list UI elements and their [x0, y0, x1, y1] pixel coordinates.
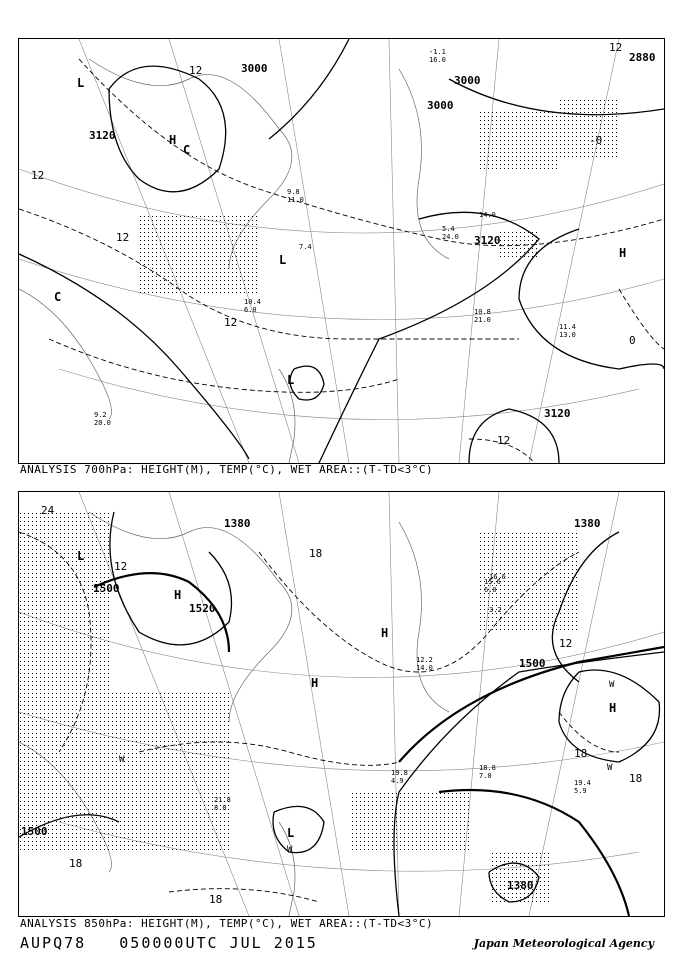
- analysis-700hpa-map: [18, 38, 665, 464]
- wet-area: [139, 214, 259, 294]
- temp-label: -0: [589, 134, 603, 147]
- station-value: 18.8: [479, 764, 496, 772]
- map-700hpa-svg: [19, 39, 664, 463]
- temp-label: 12: [31, 169, 45, 182]
- station-value: 10.4: [244, 298, 261, 306]
- temp-label: 12: [497, 434, 511, 447]
- system-label: W: [609, 680, 615, 690]
- system-label: W: [287, 845, 293, 855]
- height-label: 1500: [519, 657, 546, 670]
- system-label: H: [169, 133, 177, 147]
- system-label: L: [279, 253, 287, 267]
- system-label: L: [77, 76, 85, 90]
- height-label: 3000: [427, 99, 454, 112]
- system-label: W: [119, 755, 125, 765]
- temp-label: 24: [41, 504, 55, 517]
- station-value: 8.0: [214, 804, 227, 812]
- wet-area: [349, 792, 469, 852]
- station-value: 7.4: [299, 243, 312, 251]
- wet-area: [19, 512, 109, 852]
- wet-area: [559, 99, 619, 159]
- height-label: 3120: [474, 234, 501, 247]
- height-label: 1520: [189, 602, 216, 615]
- height-label: 3120: [89, 129, 116, 142]
- temp-label: 12: [224, 316, 238, 329]
- station-value: 16.6: [489, 573, 506, 581]
- station-value: 11.4: [559, 323, 576, 331]
- station-value: 5.9: [574, 787, 587, 795]
- height-label: 1500: [93, 582, 120, 595]
- temp-label: 18: [69, 857, 83, 870]
- station-value: 6.0: [244, 306, 257, 314]
- temp-label: 12: [114, 560, 128, 573]
- station-value: 5.4: [442, 225, 455, 233]
- height-label: 2880: [629, 51, 656, 64]
- height-label: 1380: [574, 517, 601, 530]
- station-value: -1.1: [429, 48, 446, 56]
- station-value: 15.6: [484, 578, 501, 586]
- caption-850hpa: ANALYSIS 850hPa: HEIGHT(M), TEMP(°C), WET AREA::(T-TD<3°C): [20, 917, 434, 930]
- station-value: 19.4: [574, 779, 591, 787]
- station-value: 9.2: [94, 411, 107, 419]
- agency-name: Japan Meteorological Agency: [473, 937, 654, 950]
- station-value: 6.0: [484, 586, 497, 594]
- station-value: 13.0: [559, 331, 576, 339]
- system-label: H: [174, 588, 182, 602]
- system-label: H: [609, 701, 617, 715]
- station-value: 4.9: [391, 777, 404, 785]
- system-label: L: [77, 549, 85, 563]
- temp-label: 18: [209, 893, 223, 906]
- height-label: 3120: [544, 407, 571, 420]
- station-value: 20.0: [94, 419, 111, 427]
- station-value: 9.8: [287, 188, 300, 196]
- height-label: 1380: [507, 879, 534, 892]
- height-label: 1380: [224, 517, 251, 530]
- chart-code: AUPQ78 050000UTC JUL 2015: [20, 934, 318, 952]
- station-value: 11.0: [287, 196, 304, 204]
- system-label: W: [607, 763, 613, 773]
- wet-area: [109, 692, 229, 852]
- height-label: 3000: [454, 74, 481, 87]
- system-label: H: [311, 676, 319, 690]
- system-label: C: [54, 290, 62, 304]
- station-value: 10.8: [474, 308, 491, 316]
- station-value: 3.2: [489, 606, 502, 614]
- height-label: 3000: [241, 62, 268, 75]
- temp-label: 12: [189, 64, 203, 77]
- caption-700hpa: ANALYSIS 700hPa: HEIGHT(M), TEMP(°C), WET AREA::(T-TD<3°C): [20, 463, 434, 476]
- station-value: 24.0: [442, 233, 459, 241]
- wet-area: [479, 109, 559, 169]
- station-value: 14.0: [416, 664, 433, 672]
- system-label: L: [287, 826, 295, 840]
- temp-label: 12: [609, 41, 623, 54]
- system-label: H: [619, 246, 627, 260]
- station-value: 14.0: [479, 211, 496, 219]
- system-label: H: [381, 626, 389, 640]
- station-value: 19.8: [391, 769, 408, 777]
- height-label: 1500: [21, 825, 48, 838]
- station-value: 7.0: [479, 772, 492, 780]
- temp-label: 18: [574, 747, 588, 760]
- system-label: L: [287, 373, 295, 387]
- temp-label: 18: [629, 772, 643, 785]
- wet-area: [499, 229, 539, 259]
- station-value: 16.0: [429, 56, 446, 64]
- station-value: 21.8: [214, 796, 231, 804]
- system-label: C: [183, 143, 191, 157]
- temp-label: 18: [309, 547, 323, 560]
- map-850hpa-svg: [19, 492, 664, 916]
- temp-label: 12: [559, 637, 573, 650]
- temp-label: 0: [629, 334, 636, 347]
- station-value: 12.2: [416, 656, 433, 664]
- temp-label: 12: [116, 231, 130, 244]
- analysis-850hpa-map: [18, 491, 665, 917]
- station-value: 21.0: [474, 316, 491, 324]
